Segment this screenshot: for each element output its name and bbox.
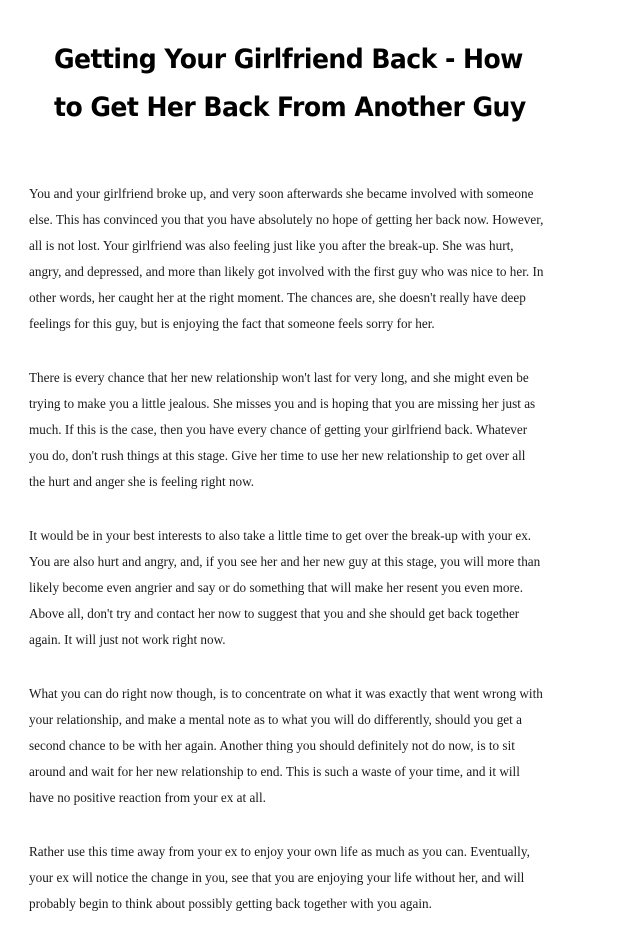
document-body bbox=[29, 181, 609, 945]
text-line: Rather use this time away from your ex to enjoy your own life as much as you can. Eventually, bbox=[29, 844, 530, 859]
text-line: you do, don't rush things at this stage. Give her time to use her new relationship to get over all bbox=[29, 448, 526, 463]
text-line: around and wait for her new relationship to end. This is such a waste of your time, and it will bbox=[29, 764, 520, 779]
text-line: again. It will just not work right now. bbox=[29, 632, 226, 647]
text-line: your relationship, and make a mental note as to what you will do differently, should you get a bbox=[29, 712, 522, 727]
text-line: It would be in your best interests to also take a little time to get over the break-up with your ex. bbox=[29, 528, 532, 543]
paragraph-2 bbox=[29, 365, 609, 495]
paragraph-1 bbox=[29, 181, 609, 337]
paragraph-5 bbox=[29, 839, 609, 917]
text-line: probably begin to think about possibly getting back together with you again. bbox=[29, 896, 432, 911]
text-line: What you can do right now though, is to concentrate on what it was exactly that went wrong with bbox=[29, 686, 543, 701]
text-line: angry, and depressed, and more than likely got involved with the first guy who was nice to her. In bbox=[29, 264, 544, 279]
title-line: to Get Her Back From Another Guy bbox=[54, 92, 526, 123]
text-line: have no positive reaction from your ex at all. bbox=[29, 790, 266, 805]
title-line: Getting Your Girlfriend Back - How bbox=[54, 44, 523, 75]
text-line: else. This has convinced you that you have absolutely no hope of getting her back now. However, bbox=[29, 212, 544, 227]
text-line: trying to make you a little jealous. She misses you and is hoping that you are missing her just as bbox=[29, 396, 536, 411]
text-line: other words, her caught her at the right moment. The chances are, she doesn't really have deep bbox=[29, 290, 526, 305]
text-line: Above all, don't try and contact her now to suggest that you and she should get back together bbox=[29, 606, 520, 621]
text-line: You and your girlfriend broke up, and very soon afterwards she became involved with someone bbox=[29, 186, 534, 201]
text-line: all is not lost. Your girlfriend was also feeling just like you after the break-up. She was hurt, bbox=[29, 238, 514, 253]
document-title bbox=[54, 36, 575, 132]
text-line: the hurt and anger she is feeling right now. bbox=[29, 474, 255, 489]
text-line: likely become even angrier and say or do something that will make her resent you even more. bbox=[29, 580, 524, 595]
paragraph-3 bbox=[29, 523, 609, 653]
text-line: You are also hurt and angry, and, if you see her and her new guy at this stage, you will more than bbox=[29, 554, 541, 569]
text-line: feelings for this guy, but is enjoying the fact that someone feels sorry for her. bbox=[29, 316, 435, 331]
paragraph-4 bbox=[29, 681, 609, 811]
text-line: your ex will notice the change in you, see that you are enjoying your life without her, and will bbox=[29, 870, 525, 885]
text-line: There is every chance that her new relationship won't last for very long, and she might even be bbox=[29, 370, 529, 385]
text-line: second chance to be with her again. Another thing you should definitely not do now, is to sit bbox=[29, 738, 515, 753]
text-line: much. If this is the case, then you have every chance of getting your girlfriend back. Whatever bbox=[29, 422, 528, 437]
